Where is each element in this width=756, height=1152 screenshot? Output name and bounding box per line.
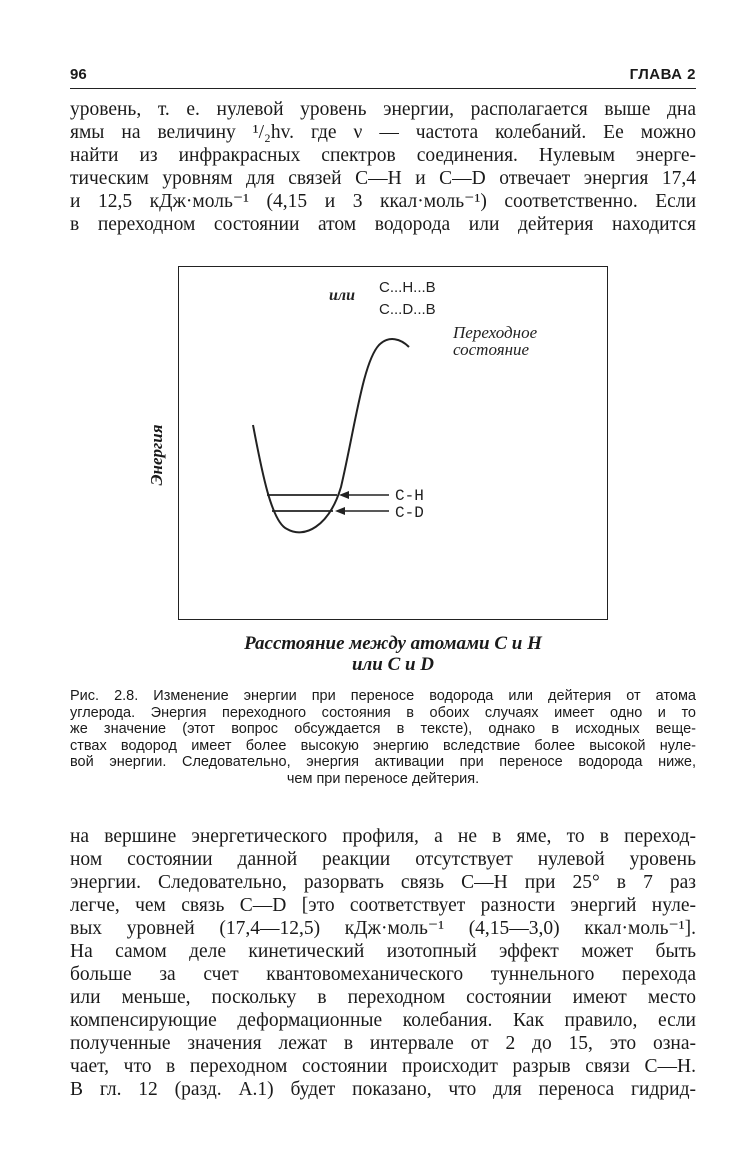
- level-label-cd: С-D: [395, 504, 424, 522]
- text-line: чает, что в переходном состоянии происходит разрыв связи С—Н.: [70, 1056, 696, 1077]
- ts-label-line2: состояние: [453, 340, 530, 359]
- text-line: уровень, т. е. нулевой уровень энергии, располагается выше дна: [70, 99, 696, 120]
- energy-diagram-svg: [179, 267, 609, 621]
- y-axis-label: Энергия: [147, 424, 166, 486]
- ts-formula-d: C...D...B: [379, 301, 436, 318]
- text-line: ном состоянии данной реакции отсутствует нулевой уровень: [70, 849, 696, 870]
- or-label: или: [329, 287, 356, 304]
- text-line: легче, чем связь С—D [это соответствует разности энергий нуле-: [70, 895, 696, 916]
- text-line: энергии. Следовательно, разорвать связь С—Н при 25° в 7 раз: [70, 872, 696, 893]
- ts-label-line1: Переходное: [453, 323, 538, 342]
- energy-curve: [253, 339, 409, 532]
- ch-arrowhead: [339, 491, 349, 499]
- caption-line: Рис. 2.8. Изменение энергии при переносе водорода или дейтерия от атома: [70, 688, 696, 704]
- energy-diagram: [178, 266, 608, 620]
- top-paragraph: [70, 98, 696, 236]
- bottom-paragraph: [70, 825, 696, 1101]
- caption-line: углерода. Энергия переходного состояния в обоих случаях имеет одно и то: [70, 704, 696, 721]
- page-number: 96: [70, 66, 87, 83]
- caption-line: чем при переносе дейтерия.: [286, 770, 480, 787]
- text-line: тическим уровням для связей С—Н и С—D отвечает энергия 17,4: [70, 168, 696, 189]
- caption-line: ствах водород имеет более высокую энергию вследствие более высокой нуле-: [70, 737, 696, 754]
- text-line: на вершине энергетического профиля, а не в яме, то в переход-: [70, 826, 696, 847]
- cd-arrowhead: [335, 507, 345, 515]
- text-line: полученные значения лежат в интервале от 2 до 15, это озна-: [70, 1033, 696, 1054]
- page-header: [70, 62, 696, 89]
- chapter-title: ГЛАВА 2: [629, 66, 696, 83]
- ts-formula-h: C...H...B: [379, 279, 436, 296]
- text-line: На самом деле кинетический изотопный эффект может быть: [70, 941, 696, 962]
- caption-line: вой энергии. Следовательно, энергия активации при переносе водорода ниже,: [70, 754, 696, 770]
- text-line: В гл. 12 (разд. А.1) будет показано, что для переноса гидрид-: [70, 1079, 696, 1100]
- text-line: компенсирующие деформационные колебания. Как правило, если: [70, 1010, 696, 1031]
- text-line: найти из инфракрасных спектров соединения. Нулевым энерге-: [70, 145, 696, 166]
- text-line: в переходном состоянии атом водорода или дейтерия находится: [70, 214, 696, 235]
- x-axis-label-line2: или С и D: [351, 654, 435, 675]
- text-line: вых уровней (17,4—12,5) кДж·моль⁻¹ (4,15—3,0) ккал·моль⁻¹].: [70, 918, 696, 939]
- x-axis-label-line1: Расстояние между атомами С и Н: [244, 633, 542, 654]
- text-line: и 12,5 кДж·моль⁻¹ (4,15 и 3 ккал·моль⁻¹) соответственно. Если: [70, 191, 696, 212]
- figure-caption: [70, 688, 696, 787]
- text-line: или меньше, поскольку в переходном состоянии имеют место: [70, 987, 696, 1008]
- text-line: больше за счет квантовомеханического туннельного перехода: [70, 964, 696, 985]
- text-line: ямы на величину ¹/₂hv. где ν — частота колебаний. Ее можно: [70, 122, 696, 143]
- level-label-ch: С-Н: [395, 487, 424, 505]
- caption-line: же значение (этот вопрос обсуждается в тексте), однако в исходных веще-: [70, 721, 696, 737]
